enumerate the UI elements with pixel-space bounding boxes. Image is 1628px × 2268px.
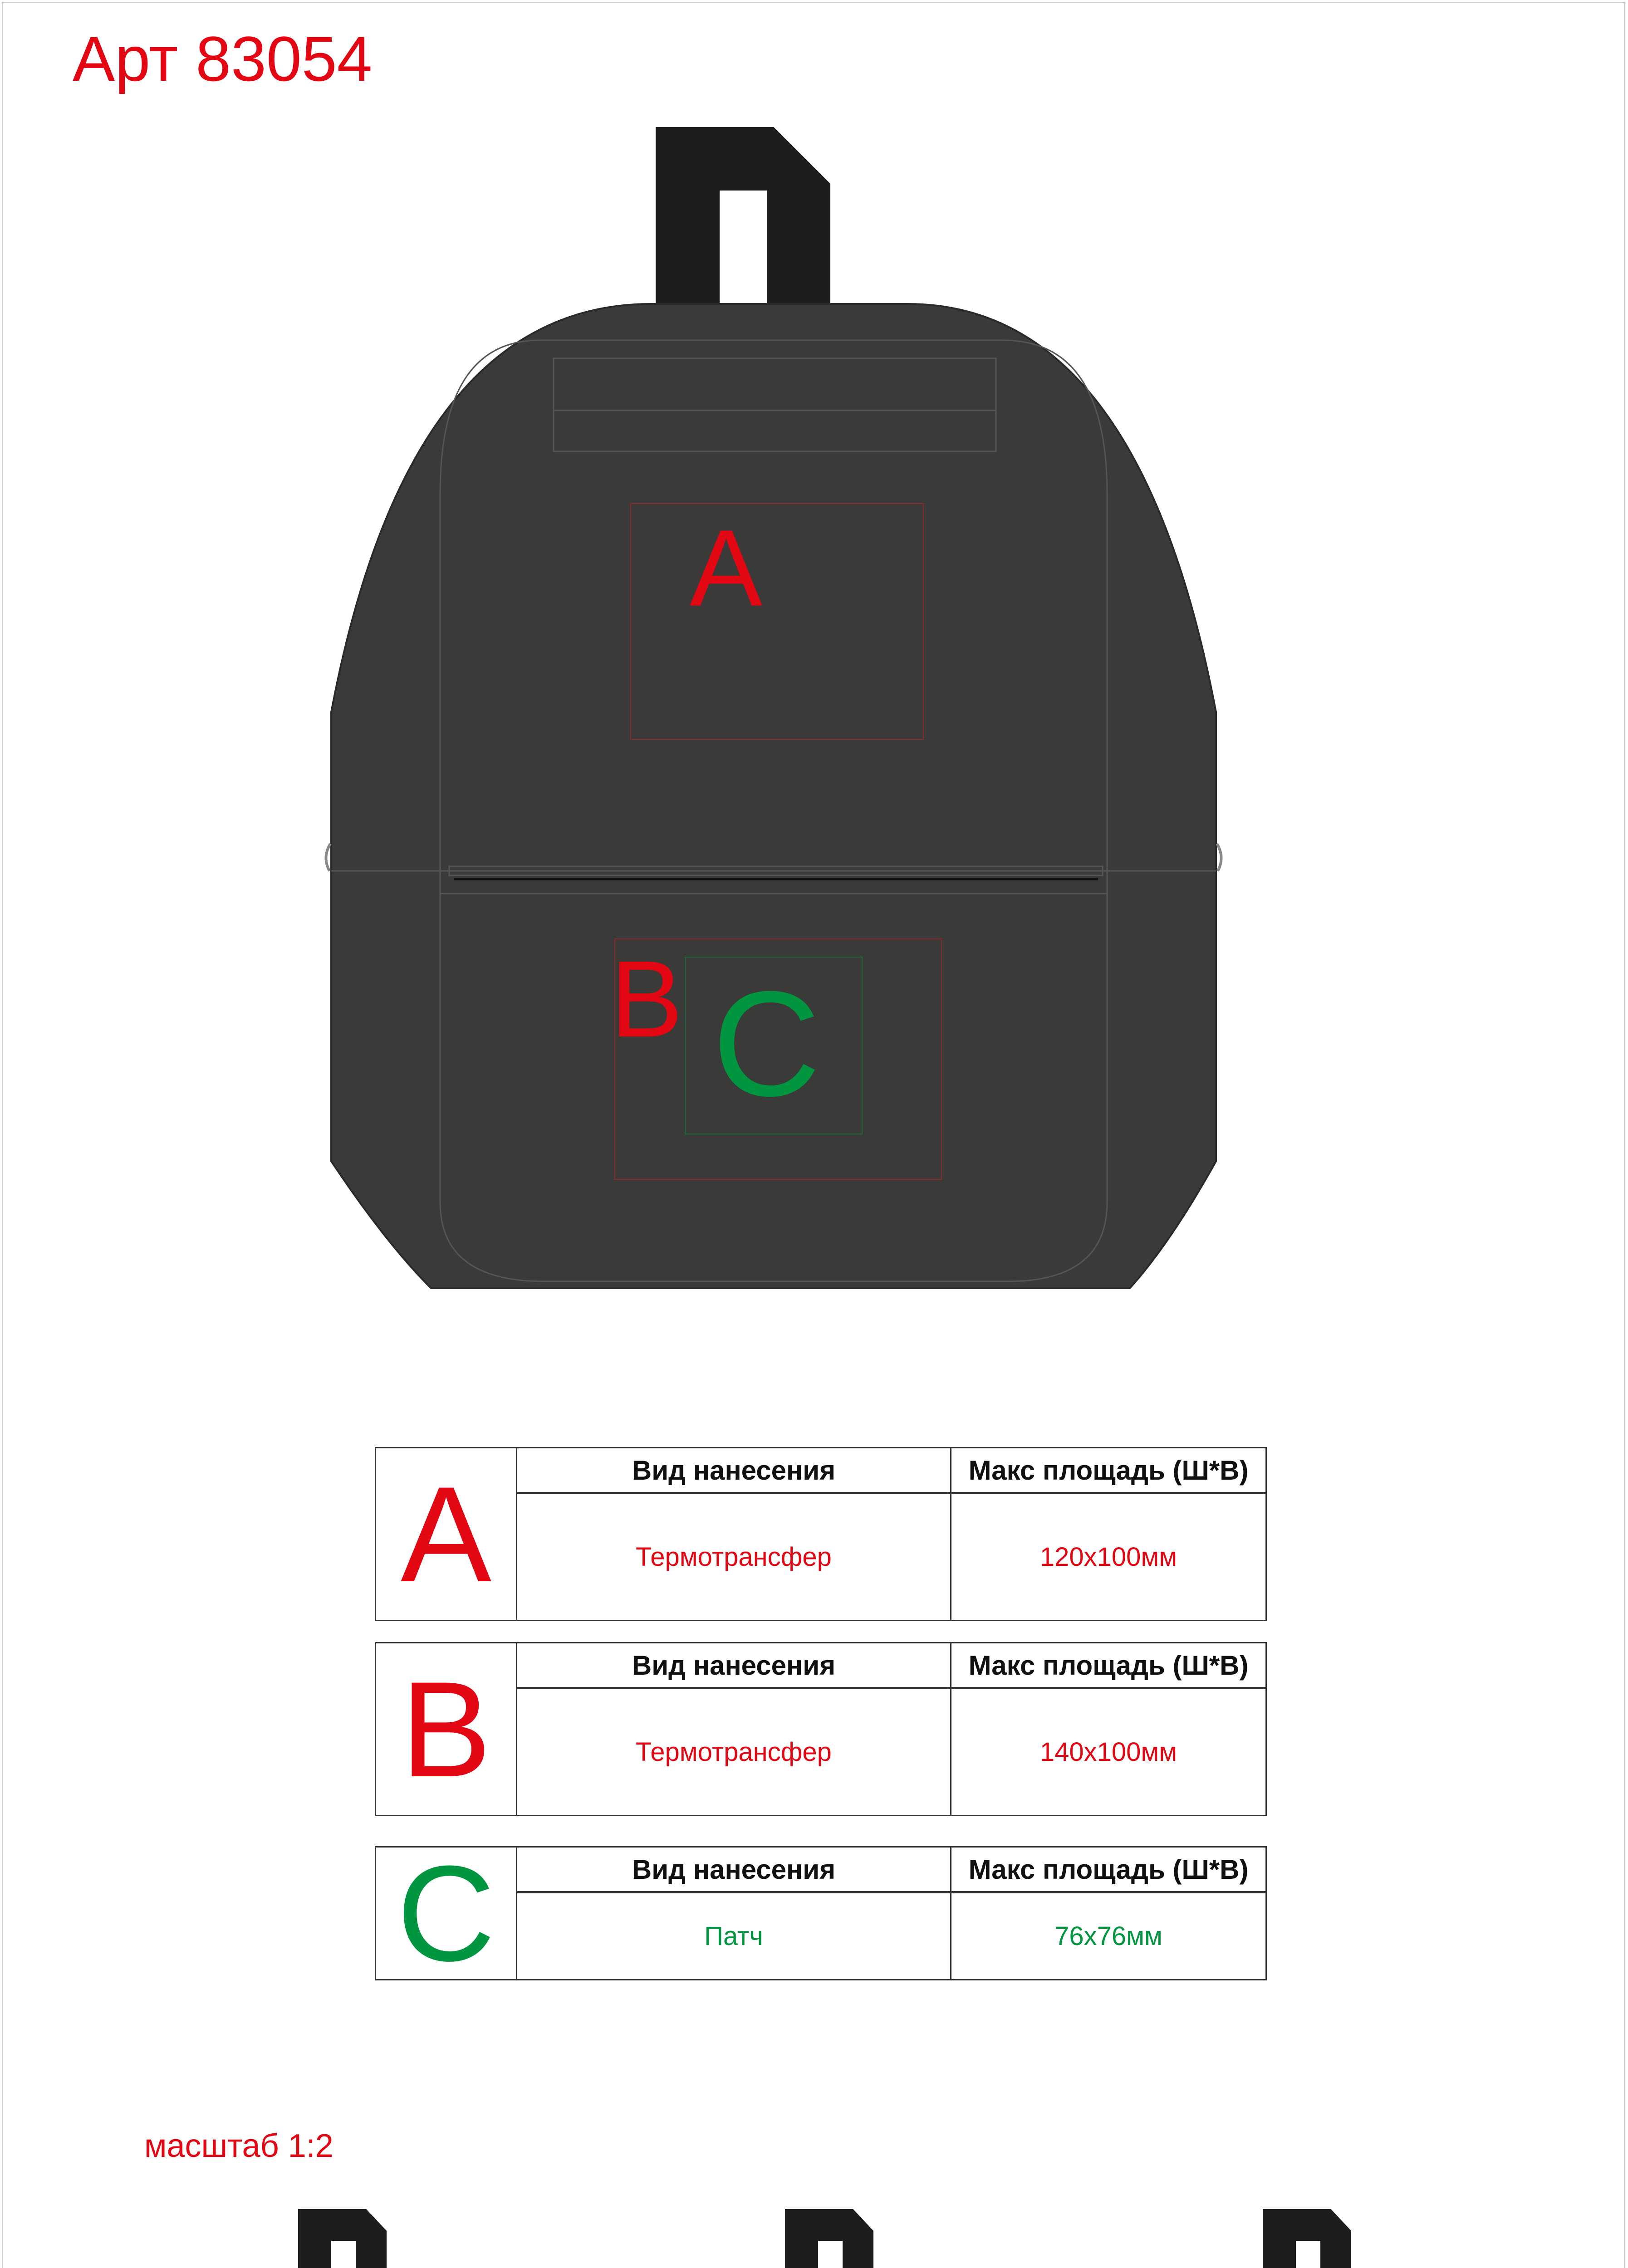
scale-label: масштаб 1:2 (144, 2128, 333, 2164)
zone-a-letter: A (690, 507, 763, 629)
spec-letter-a: A (376, 1448, 517, 1620)
area-value: 140x100мм (1040, 1737, 1177, 1767)
variant-grey (606, 2209, 1059, 2268)
variant-dark-grey (119, 2209, 573, 2268)
main-backpack-drawing (318, 122, 1225, 1302)
spec-table-b (375, 1642, 1267, 1816)
area-value: 120x100мм (1040, 1542, 1177, 1572)
article-title: Арт 83054 (73, 23, 373, 94)
header-area: Макс площадь (Ш*В) (968, 1455, 1249, 1486)
header-method: Вид нанесения (517, 1848, 951, 1891)
header-method: Вид нанесения (517, 1448, 951, 1492)
header-method: Вид нанесения (517, 1643, 951, 1687)
handle (656, 127, 830, 318)
method-value: Термотрансфер (517, 1689, 951, 1815)
header-area: Макс площадь (Ш*В) (968, 1650, 1249, 1681)
zone-b-letter: B (610, 938, 683, 1060)
method-value: Термотрансфер (517, 1494, 951, 1620)
area-value: 76x76мм (1054, 1921, 1162, 1951)
spec-table-a (375, 1447, 1267, 1621)
variant-navy (1084, 2209, 1537, 2268)
zone-c-letter: C (712, 960, 821, 1127)
spec-letter-c: C (376, 1848, 517, 1979)
method-value: Патч (517, 1893, 951, 1979)
spec-table-c (375, 1837, 1267, 1989)
header-area: Макс площадь (Ш*В) (968, 1854, 1249, 1885)
spec-letter-b: B (376, 1643, 517, 1815)
